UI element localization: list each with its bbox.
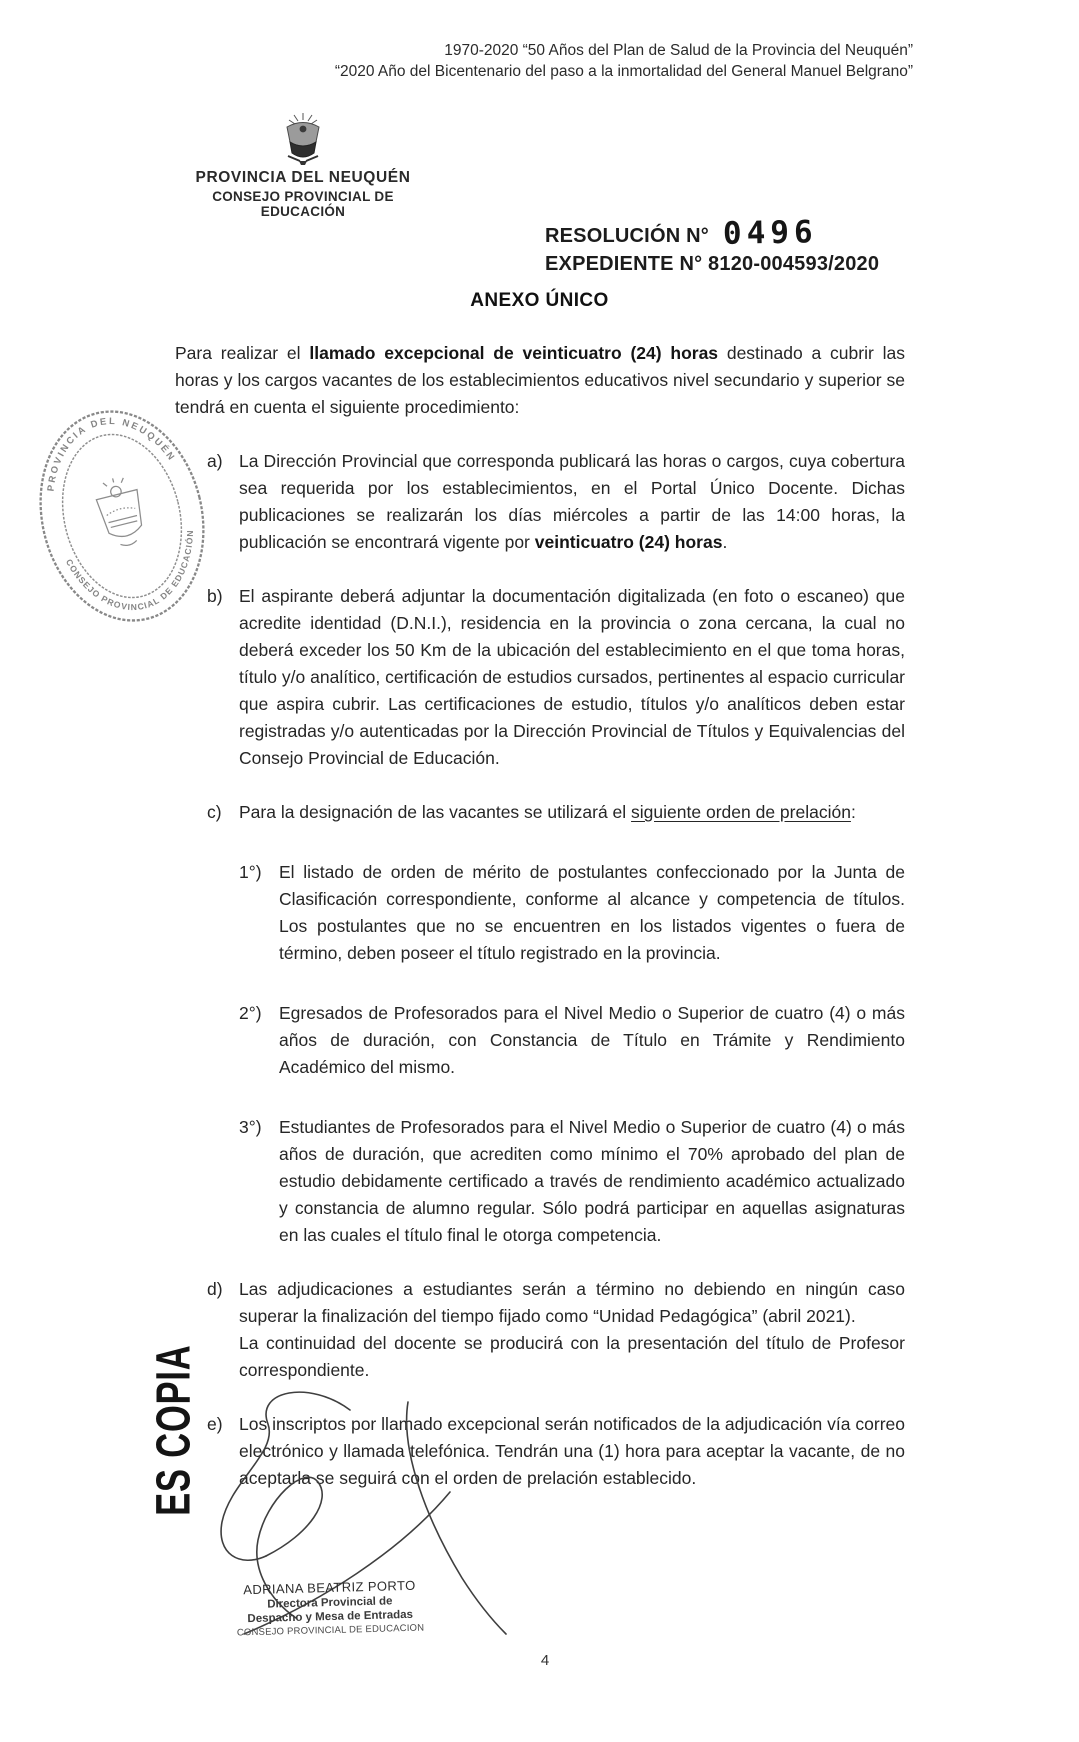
list-item bbox=[207, 799, 905, 826]
motto-line-2: “2020 Año del Bicentenario del paso a la inmortalidad del General Manuel Belgrano” bbox=[334, 63, 913, 80]
org-subname: CONSEJO PROVINCIAL DE EDUCACIÓN bbox=[212, 189, 394, 219]
intro-paragraph: Para realizar el llamado excepcional de veinticuatro (24) horas destinado a cubrir las horas y los cargos vacantes de los establecimientos educativos nivel secundario y superior se tendrá en cuenta el siguiente procedimiento: bbox=[175, 343, 905, 417]
list-item bbox=[207, 583, 905, 772]
es-copia-stamp: ES COPIA bbox=[145, 1344, 201, 1516]
signer-org: CONSEJO PROVINCIAL DE EDUCACION bbox=[236, 1622, 425, 1639]
expediente-number: EXPEDIENTE N° 8120-004593/2020 bbox=[545, 253, 880, 275]
list-item bbox=[239, 859, 905, 967]
item-label: 1°) bbox=[239, 862, 262, 882]
item-text: El listado de orden de mérito de postulantes confeccionado por la Junta de Clasificación correspondiente, conforme al alcance y competencia de títulos. Los postulantes que no se encuentren en los listados vigentes o fuera de término, deben poseer el título registrado en la provincia. bbox=[279, 862, 905, 963]
org-letterhead bbox=[170, 112, 436, 219]
seal-top-text: PROVINCIA DEL NEUQUÉN bbox=[44, 414, 179, 492]
list-item bbox=[239, 1114, 905, 1249]
item-list bbox=[175, 448, 905, 1492]
svg-text:PROVINCIA DEL NEUQUÉN bbox=[30, 400, 179, 494]
item-label: 2°) bbox=[239, 1003, 262, 1023]
item-label: 3°) bbox=[239, 1117, 262, 1137]
resolution-block bbox=[545, 214, 879, 276]
letterhead-motto bbox=[335, 40, 913, 82]
list-item bbox=[239, 1000, 905, 1081]
seal-coat-of-arms bbox=[92, 473, 149, 550]
item-text: Para la designación de las vacantes se utilizará el siguiente orden de prelación: bbox=[239, 802, 856, 822]
signer-title-1: Directora Provincial de bbox=[267, 1595, 393, 1611]
item-label: d) bbox=[207, 1279, 223, 1299]
item-text: El aspirante deberá adjuntar la documentación digitalizada (en foto o escaneo) que acredite identidad (D.N.I.), residencia en la provincia o zona cercana, la cual no deberá exceder los 50 Km de la ubicación del establecimiento en el que toma horas, título y/o analítico, certificación de estudios cursados, pertinentes al espacio curricular que aspira cubrir. Las certificaciones de estudio, títulos y/o analíticos deben estar registradas y/o autenticadas por la Dirección Provincial de Títulos y Equivalencias del Consejo Provincial de Educación. bbox=[239, 586, 905, 768]
signer-stamp bbox=[219, 1577, 440, 1640]
list-item bbox=[207, 448, 905, 556]
org-name: PROVINCIA DEL NEUQUÉN bbox=[195, 169, 411, 186]
item-text: La Dirección Provincial que corresponda publicará las horas o cargos, cuya cobertura sea requerida por los establecimientos, en el Portal Único Docente. Dichas publicaciones se realizarán los días miércoles a partir de las 14:00 horas, la publicación se encontrará vigente por veinticuatro (24) horas. bbox=[239, 451, 905, 552]
document-body bbox=[175, 340, 905, 1492]
page-number: 4 bbox=[540, 1652, 550, 1669]
seal-bottom-text: CONSEJO PROVINCIAL DE EDUCACIÓN bbox=[63, 529, 195, 613]
list-item bbox=[207, 1276, 905, 1384]
motto-line-1: 1970-2020 “50 Años del Plan de Salud de la Provincia del Neuquén” bbox=[444, 42, 913, 59]
resolution-number-stamp: 0496 bbox=[722, 214, 818, 252]
resolution-label: RESOLUCIÓN N° bbox=[545, 225, 709, 247]
document-title: ANEXO ÚNICO bbox=[470, 290, 609, 311]
item-label: e) bbox=[207, 1414, 223, 1434]
item-label: a) bbox=[207, 451, 223, 471]
item-text: Estudiantes de Profesorados para el Nivel Medio o Superior de cuatro (4) o más años de duración, que acrediten como mínimo el 70% aprobado del plan de estudio debidamente certificado a través de rendimiento académico actualizado y constancia de alumno regular. Sólo podrá participar en aquellas asignaturas en las cuales el título final le otorga competencia. bbox=[279, 1117, 905, 1245]
item-text: Las adjudicaciones a estudiantes serán a término no debiendo en ningún caso superar la finalización del tiempo fijado como “Unidad Pedagógica” (abril 2021). La continuidad del docente se producirá con la presentación del título de Profesor correspondiente. bbox=[239, 1279, 905, 1380]
item-label: c) bbox=[207, 802, 222, 822]
svg-text:CONSEJO PROVINCIAL DE EDUCACIÓ bbox=[63, 527, 211, 627]
item-text: Los inscriptos por llamado excepcional serán notificados de la adjudicación vía correo electrónico y llamada telefónica. Tendrán una (1) hora para aceptar la vacante, de no aceptarla se seguirá con el orden de prelación establecido. bbox=[239, 1414, 905, 1488]
signer-name: ADRIANA BEATRIZ PORTO bbox=[243, 1577, 416, 1598]
coat-of-arms-icon bbox=[280, 112, 326, 166]
signer-title-2: Despacho y Mesa de Entradas bbox=[247, 1608, 414, 1626]
item-text: Egresados de Profesorados para el Nivel Medio o Superior de cuatro (4) o más años de duración, con Constancia de Título en Trámite y Rendimiento Académico del mismo. bbox=[279, 1003, 905, 1077]
item-label: b) bbox=[207, 586, 223, 606]
